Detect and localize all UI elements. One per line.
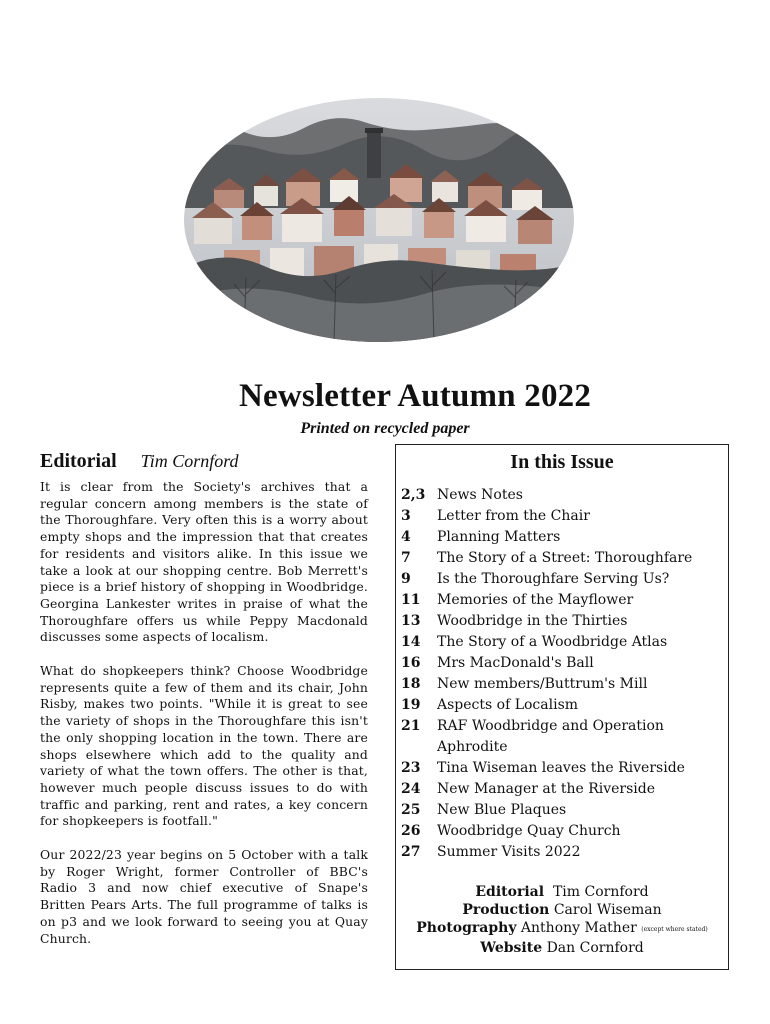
toc-item-title: Woodbridge Quay Church <box>437 823 621 839</box>
credit-role: Editorial <box>475 884 545 900</box>
toc-item <box>401 527 728 548</box>
toc-page-number: 27 <box>401 844 421 860</box>
toc-item <box>401 716 728 758</box>
editorial-section <box>40 450 368 964</box>
toc-item-title: Memories of the Mayflower <box>437 592 634 608</box>
editorial-heading <box>40 450 368 473</box>
editorial-paragraph: What do shopkeepers think? Choose Woodbridge represents quite a few of them and its chair, John Risby, makes two points. "While it is great to see the variety of shops in the Thoroughfare this isn't the only shopping location in the town. There are shops elsewhere which add to the quality and variety of what the town offers. The other is that, however much people discuss issues to do with traffic and parking, rent and rates, a key concern for shopkeepers is footfall." <box>40 663 368 829</box>
editorial-label: Editorial <box>40 450 117 472</box>
toc-item-title: News Notes <box>437 487 523 503</box>
toc-item <box>401 821 728 842</box>
toc-item <box>401 632 728 653</box>
toc-page-number: 26 <box>401 823 421 839</box>
toc-item-title: The Story of a Street: Thoroughfare <box>437 550 693 566</box>
toc-page-number: 18 <box>401 676 421 692</box>
credit-role: Production <box>462 902 550 918</box>
toc-item <box>401 506 728 527</box>
toc-item <box>401 800 728 821</box>
toc-item <box>401 569 728 590</box>
toc-item <box>401 674 728 695</box>
toc-item <box>401 590 728 611</box>
toc-item-title: New members/Buttrum's Mill <box>437 676 648 692</box>
in-this-issue-box <box>395 444 729 970</box>
toc-item-title: Tina Wiseman leaves the Riverside <box>437 760 685 776</box>
credit-website <box>396 939 728 957</box>
credit-name: Anthony Mather <box>520 920 637 936</box>
toc-page-number: 23 <box>401 760 421 776</box>
credit-production <box>396 901 728 919</box>
credit-name: Carol Wiseman <box>553 902 662 918</box>
toc-item <box>401 779 728 800</box>
toc-item-title: Aspects of Localism <box>437 697 579 713</box>
toc-page-number: 25 <box>401 802 421 818</box>
toc-title: In this Issue <box>510 451 614 473</box>
toc-item-title: Planning Matters <box>437 529 561 545</box>
toc-item <box>401 485 728 506</box>
toc-item-title: RAF Woodbridge and Operation Aphrodite <box>437 718 664 755</box>
toc-page-number: 2,3 <box>401 487 426 503</box>
toc-item <box>401 758 728 779</box>
toc-item-title: Mrs MacDonald's Ball <box>437 655 594 671</box>
toc-item <box>401 611 728 632</box>
toc-page-number: 19 <box>401 697 421 713</box>
toc-item <box>401 548 728 569</box>
toc-item-title: Summer Visits 2022 <box>437 844 581 860</box>
toc-item <box>401 653 728 674</box>
credits-block <box>396 883 728 957</box>
toc-page-number: 11 <box>401 592 421 608</box>
toc-item-title: New Manager at the Riverside <box>437 781 656 797</box>
toc-page-number: 4 <box>401 529 411 545</box>
toc-page-number: 14 <box>401 634 421 650</box>
credit-role: Photography <box>416 920 517 936</box>
town-photo-icon <box>184 98 574 342</box>
toc-page-number: 16 <box>401 655 421 671</box>
toc-item-title: Is the Thoroughfare Serving Us? <box>437 571 670 587</box>
credit-role: Website <box>480 940 543 956</box>
toc-page-number: 21 <box>401 718 421 734</box>
newsletter-title: Newsletter Autumn 2022 <box>238 378 592 414</box>
credit-photography <box>396 919 728 939</box>
toc-page-number: 24 <box>401 781 421 797</box>
toc-item <box>401 695 728 716</box>
toc-item-title: New Blue Plaques <box>437 802 567 818</box>
newsletter-subtitle: Printed on recycled paper <box>300 420 470 437</box>
toc-list <box>396 485 728 863</box>
credit-name: Dan Cornford <box>546 940 644 956</box>
toc-item-title: Woodbridge in the Thirties <box>437 613 628 629</box>
toc-item-title: The Story of a Woodbridge Atlas <box>437 634 668 650</box>
editorial-author: Tim Cornford <box>140 451 239 471</box>
toc-page-number: 9 <box>401 571 411 587</box>
toc-page-number: 3 <box>401 508 411 524</box>
cover-photo <box>184 98 574 342</box>
toc-page-number: 13 <box>401 613 421 629</box>
credit-note: (except where stated) <box>641 926 708 933</box>
toc-page-number: 7 <box>401 550 411 566</box>
toc-item <box>401 842 728 863</box>
toc-item-title: Letter from the Chair <box>437 508 590 524</box>
editorial-paragraph: It is clear from the Society's archives that a regular concern among members is the state of the Thoroughfare. Very often this is a worry about empty shops and the impression that that creates for residents and visitors alike. In this issue we take a look at our shopping centre. Bob Merrett's piece is a brief history of shopping in Woodbridge. Georgina Lankester writes in praise of what the Thoroughfare offers us while Peppy Macdonald discusses some aspects of localism. <box>40 479 368 645</box>
credit-editorial <box>396 883 728 901</box>
editorial-paragraph: Our 2022/23 year begins on 5 October with a talk by Roger Wright, former Controller of BBC's Radio 3 and now chief executive of Snape's Britten Pears Arts. The full programme of talks is on p3 and we look forward to seeing you at Quay Church. <box>40 847 368 946</box>
credit-name: Tim Cornford <box>552 884 649 900</box>
